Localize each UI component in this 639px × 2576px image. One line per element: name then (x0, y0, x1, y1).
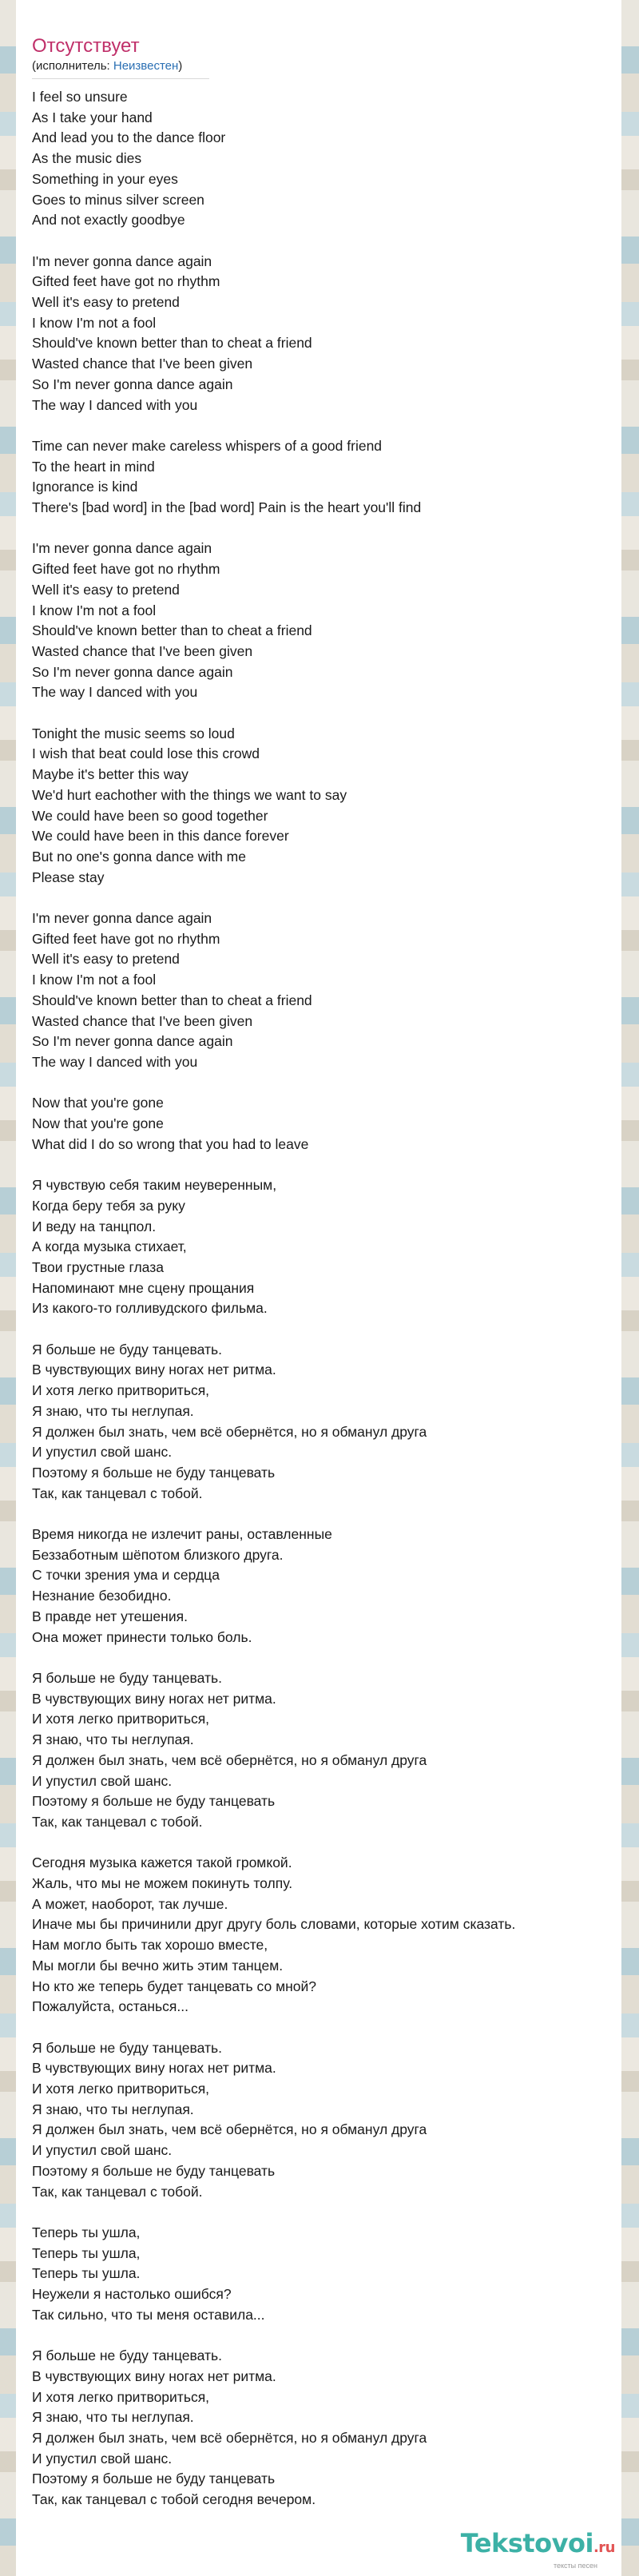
lyric-line: Напоминают мне сцену прощания (32, 1279, 255, 1296)
lyric-line: Я знаю, что ты неглупая. (32, 2409, 194, 2426)
lyric-line: И упустил свой шанс. (32, 2450, 173, 2467)
lyric-line: I'm never gonna dance again (32, 540, 212, 557)
lyric-line: Твои грустные глаза (32, 1258, 164, 1275)
lyric-line: В чувствующих вину ногах нет ритма. (32, 2060, 276, 2077)
lyrics-stanza (32, 87, 621, 231)
site-logo[interactable] (461, 2528, 615, 2558)
lyric-line: But no one's gonna dance with me (32, 848, 246, 865)
lyric-line: Теперь ты ушла, (32, 2224, 141, 2240)
lyrics-stanza (32, 252, 621, 416)
lyric-line: What did I do so wrong that you had to leave (32, 1135, 309, 1152)
lyric-line: Пожалуйста, останься... (32, 1998, 189, 2015)
lyric-line: Время никогда не излечит раны, оставленные (32, 1526, 332, 1543)
lyric-line: So I'm never gonna dance again (32, 663, 233, 680)
lyrics-page (16, 0, 621, 2576)
lyric-line: Так, как танцевал с тобой. (32, 1813, 203, 1830)
lyric-line: Поэтому я больше не буду танцевать (32, 1793, 276, 1810)
lyric-line: There's [bad word] in the [bad word] Pain is the heart you'll find (32, 499, 422, 516)
lyric-line: И упустил свой шанс. (32, 1772, 173, 1789)
lyric-line: I wish that beat could lose this crowd (32, 745, 260, 762)
lyrics-body (16, 79, 621, 2510)
lyric-line: Я чувствую себя таким неуверенным, (32, 1177, 277, 1194)
lyrics-stanza (32, 1525, 621, 1648)
lyric-line: And lead you to the dance floor (32, 129, 226, 146)
lyric-line: Поэтому я больше не буду танцевать (32, 2471, 276, 2487)
lyric-line: I know I'm not a fool (32, 972, 157, 988)
byline-prefix: (исполнитель: (32, 59, 113, 73)
lyric-line: Я больше не буду танцевать. (32, 2039, 222, 2056)
lyric-line: So I'm never gonna dance again (32, 376, 233, 392)
lyric-line: Незнание безобидно. (32, 1588, 172, 1604)
lyric-line: И веду на танцпол. (32, 1218, 157, 1234)
lyrics-stanza (32, 1853, 621, 2017)
lyrics-stanza (32, 436, 621, 519)
lyric-line: So I'm never gonna dance again (32, 1033, 233, 1050)
lyric-line: Она может принести только боль. (32, 1628, 252, 1645)
lyric-line: В чувствующих вину ногах нет ритма. (32, 1362, 276, 1378)
lyric-line: Я должен был знать, чем всё обернётся, но я обманул друга (32, 1751, 427, 1768)
lyric-line: Tonight the music seems so loud (32, 725, 235, 741)
lyrics-stanza (32, 1175, 621, 1319)
lyric-line: Сегодня музыка кажется такой громкой. (32, 1854, 292, 1871)
lyric-line: Я должен был знать, чем всё обернётся, но я обманул друга (32, 1423, 427, 1440)
lyric-line: Wasted chance that I've been given (32, 356, 253, 372)
lyric-line: Теперь ты ушла. (32, 2265, 141, 2282)
lyric-line: Так сильно, что ты меня оставила... (32, 2306, 265, 2323)
lyric-line: As the music dies (32, 150, 142, 167)
byline-suffix: ) (178, 59, 183, 73)
lyric-line: I'm never gonna dance again (32, 910, 212, 927)
lyric-line: Something in your eyes (32, 170, 178, 187)
lyric-line: Should've known better than to cheat a friend (32, 335, 312, 352)
lyric-line: Из какого-то голливудского фильма. (32, 1300, 268, 1317)
lyrics-stanza (32, 1093, 621, 1155)
lyric-line: The way I danced with you (32, 1053, 198, 1070)
lyric-line: Но кто же теперь будет танцевать со мной? (32, 1978, 317, 1994)
lyric-line: And not exactly goodbye (32, 212, 185, 229)
lyric-line: Gifted feet have got no rhythm (32, 273, 220, 290)
lyric-line: Я знаю, что ты неглупая. (32, 1402, 194, 1419)
lyric-line: Now that you're gone (32, 1115, 164, 1132)
lyric-line: Gifted feet have got no rhythm (32, 561, 220, 578)
lyric-line: И хотя легко притвориться, (32, 1382, 210, 1399)
lyric-line: Goes to minus silver screen (32, 191, 204, 208)
lyrics-stanza (32, 908, 621, 1073)
lyric-line: We could have been so good together (32, 807, 268, 824)
lyric-line: Так, как танцевал с тобой сегодня вечером. (32, 2491, 316, 2508)
lyric-line: Я больше не буду танцевать. (32, 1669, 222, 1686)
lyric-line: I'm never gonna dance again (32, 252, 212, 269)
lyric-line: To the heart in mind (32, 458, 155, 475)
lyric-line: И упустил свой шанс. (32, 2142, 173, 2159)
artist-byline (32, 59, 621, 74)
lyric-line: Поэтому я больше не буду танцевать (32, 2162, 276, 2179)
lyric-line: Я знаю, что ты неглупая. (32, 2101, 194, 2117)
lyric-line: Well it's easy to pretend (32, 951, 180, 968)
lyric-line: Should've known better than to cheat a friend (32, 992, 312, 1008)
lyric-line: И хотя легко притвориться, (32, 1711, 210, 1727)
lyric-line: Time can never make careless whispers of a good friend (32, 437, 383, 454)
lyric-line: И упустил свой шанс. (32, 1444, 173, 1461)
lyric-line: I know I'm not a fool (32, 314, 157, 331)
lyrics-stanza (32, 2346, 621, 2510)
song-title: Отсутствует (32, 35, 140, 57)
lyric-line: А когда музыка стихает, (32, 1238, 187, 1255)
lyric-line: We could have been in this dance forever (32, 828, 289, 845)
lyric-line: Я должен был знать, чем всё обернётся, но я обманул друга (32, 2121, 427, 2138)
song-header (16, 0, 621, 74)
lyric-line: Now that you're gone (32, 1095, 164, 1111)
lyrics-stanza (32, 1668, 621, 1833)
lyric-line: Мы могли бы вечно жить этим танцем. (32, 1957, 284, 1974)
lyric-line: Wasted chance that I've been given (32, 642, 253, 659)
lyric-line: Поэтому я больше не буду танцевать (32, 1464, 276, 1481)
lyrics-stanza (32, 2038, 621, 2203)
lyric-line: Так, как танцевал с тобой. (32, 2183, 203, 2200)
lyric-line: Maybe it's better this way (32, 766, 189, 783)
lyric-line: И хотя легко притвориться, (32, 2081, 210, 2097)
lyric-line: Так, как танцевал с тобой. (32, 1485, 203, 1501)
lyric-line: В чувствующих вину ногах нет ритма. (32, 2367, 276, 2384)
lyric-line: Wasted chance that I've been given (32, 1012, 253, 1029)
lyric-line: Well it's easy to pretend (32, 581, 180, 598)
lyric-line: Should've known better than to cheat a friend (32, 622, 312, 639)
lyric-line: The way I danced with you (32, 396, 198, 413)
lyric-line: Беззаботным шёпотом близкого друга. (32, 1546, 284, 1563)
logo-domain: .ru (593, 2539, 615, 2556)
lyric-line: А может, наоборот, так лучше. (32, 1895, 228, 1912)
lyric-line: Теперь ты ушла, (32, 2244, 141, 2261)
lyrics-stanza (32, 2223, 621, 2326)
lyric-line: В правде нет утешения. (32, 1608, 188, 1624)
lyric-line: I feel so unsure (32, 89, 128, 105)
lyrics-stanza (32, 539, 621, 703)
lyrics-stanza (32, 724, 621, 888)
artist-link[interactable]: Неизвестен (113, 59, 179, 73)
lyric-line: Я должен был знать, чем всё обернётся, но я обманул друга (32, 2429, 427, 2446)
logo-tagline: тексты песен (553, 2562, 597, 2570)
lyric-line: Well it's easy to pretend (32, 294, 180, 311)
lyric-line: Неужели я настолько ошибся? (32, 2286, 232, 2303)
lyrics-stanza (32, 1340, 621, 1505)
lyric-line: Я знаю, что ты неглупая. (32, 1731, 194, 1748)
lyric-line: Please stay (32, 869, 105, 885)
lyric-line: И хотя легко притвориться, (32, 2388, 210, 2405)
lyric-line: Gifted feet have got no rhythm (32, 930, 220, 947)
lyric-line: The way I danced with you (32, 684, 198, 701)
lyric-line: Ignorance is kind (32, 479, 138, 495)
lyric-line: We'd hurt eachother with the things we want to say (32, 786, 347, 803)
lyric-line: Нам могло быть так хорошо вместе, (32, 1937, 268, 1954)
lyric-line: Когда беру тебя за руку (32, 1197, 185, 1214)
lyric-line: Жаль, что мы не можем покинуть толпу. (32, 1875, 293, 1891)
lyric-line: I know I'm not a fool (32, 602, 157, 618)
lyric-line: С точки зрения ума и сердца (32, 1567, 220, 1584)
logo-name: Tekstovoi (460, 2528, 593, 2558)
lyric-line: As I take your hand (32, 109, 153, 125)
lyric-line: Иначе мы бы причинили друг другу боль словами, которые хотим сказать. (32, 1916, 516, 1933)
lyric-line: В чувствующих вину ногах нет ритма. (32, 1690, 276, 1707)
lyric-line: Я больше не буду танцевать. (32, 1341, 222, 1358)
lyric-line: Я больше не буду танцевать. (32, 2347, 222, 2364)
